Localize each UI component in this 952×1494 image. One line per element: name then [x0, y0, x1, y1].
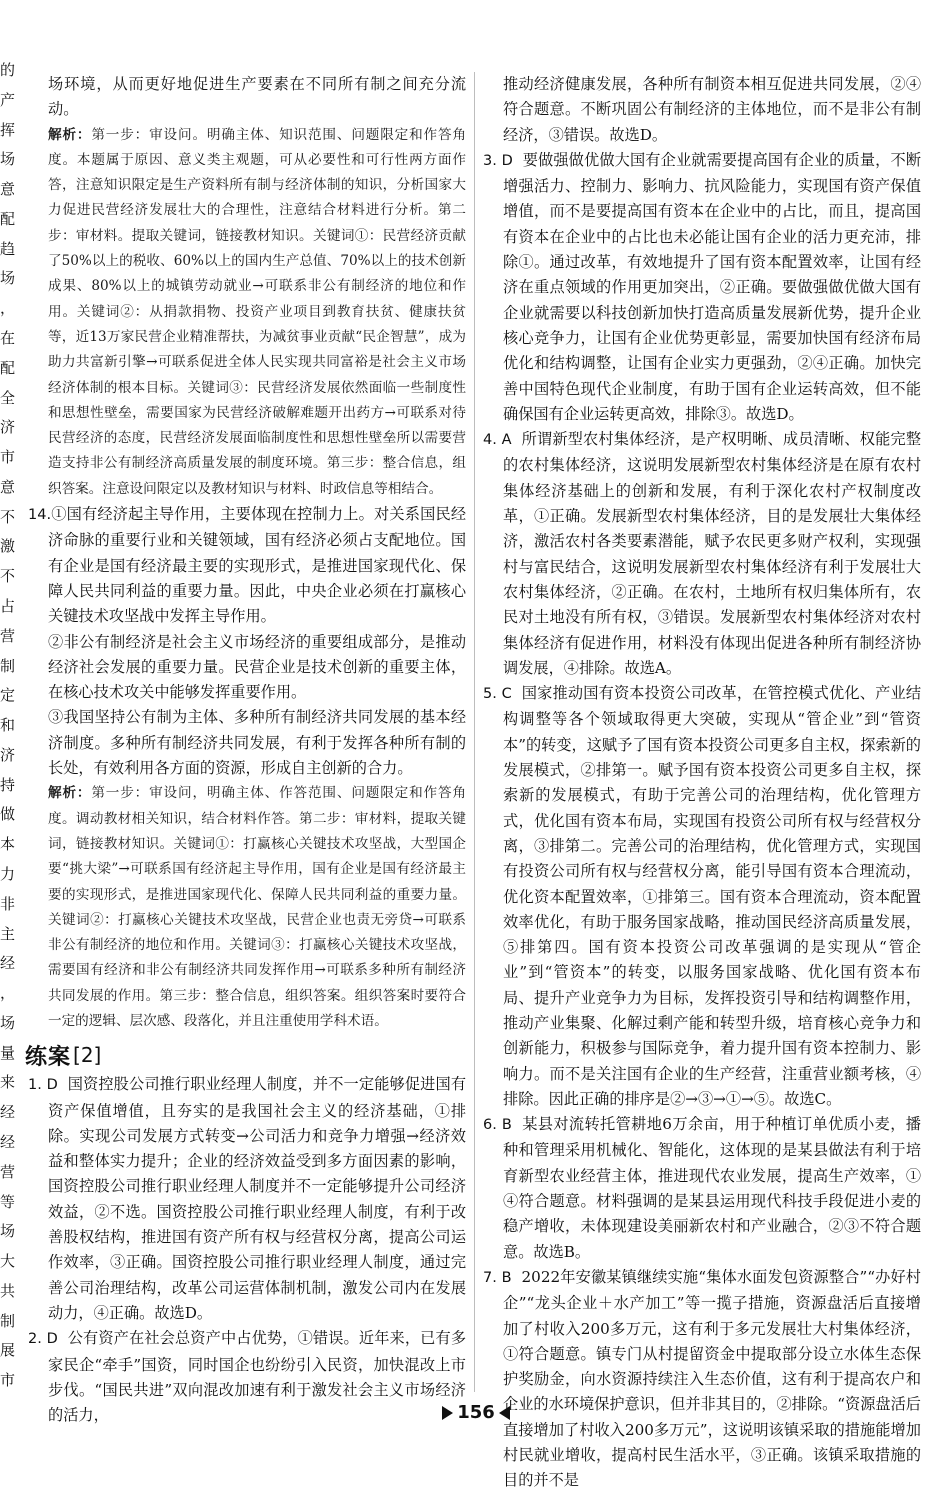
- margin-char: 的: [0, 61, 16, 79]
- answer-text: ①国有经济起主导作用，主要体现在控制力上。对关系国民经济命脉的重要行业和关键领域，国有经济必须占支配地位。国有企业是国有经济最主要的实现形式，是推进国家现代化、保障人民共同利益的重要力量。因此，中央企业必须在打赢核心关键技术攻坚战中发挥主导作用。: [48, 505, 466, 626]
- page-number: [0, 1402, 952, 1423]
- margin-char: 济: [0, 746, 16, 764]
- left-margin-fragment: [0, 60, 22, 1420]
- margin-char: 济: [0, 418, 16, 436]
- answer-14-point-2: ②非公有制经济是社会主义市场经济的重要组成部分，是推动经济社会发展的重要力量。民营企业是技术创新的重要主体，在核心技术攻关中能够发挥重要作用。: [48, 632, 466, 702]
- answer-5: [483, 681, 921, 1112]
- answer-text: 要做强做优做大国有企业就需要提高国有企业的质量，不断增强活力、控制力、影响力、抗风险能力，实现国有资产保值增值，而不是要提高国有资本在企业中的占比，而且，提高国有资本在企业中的占比也未必能让国有企业的活力更充沛，排除①。通过改革，有效地提升了国有资本配置效率，让国有经济在重点领域的作用更加突出，②正确。要做强做优做大国有企业就需要以科技创新加快打造高质量发展新优势，提升企业核心竞争力，让国有企业优势更彰显，需要加快国有经济布局优化和结构调整，让国有企业实力更强劲，②④正确。加快完善中国特色现代企业制度，有助于国有企业运转高效，但不能确保国有企业运转更高效，排除③。故选D。: [503, 150, 922, 423]
- margin-char: 场: [0, 1222, 16, 1240]
- margin-char: 主: [0, 925, 16, 943]
- margin-char: ，: [0, 299, 16, 317]
- right-column: [483, 72, 921, 1494]
- margin-char: 本: [0, 835, 16, 853]
- margin-char: 场: [0, 269, 16, 287]
- analysis-label: 解析：: [48, 126, 92, 143]
- analysis-label: 解析：: [48, 785, 92, 802]
- margin-char: 共: [0, 1282, 16, 1300]
- margin-char: 在: [0, 329, 16, 347]
- answer-text: 国资控股公司推行职业经理人制度，并不一定能够促进国有资产保值增值，且夯实的是我国社会主义的经济基础，①排除。实现公司发展方式转变→公司活力和竞争力增强→经济效益和整体实力提升；企业的经济效益受到多方面因素的影响，国资控股公司推行职业经理人制度并不一定能够提升公司经济效益，②不选。国资控股公司推行职业经理人制度，有利于改善股权结构，推进国有资产所有权与经营权分离，提高公司运作效率，③正确。国资控股公司推行职业经理人制度，通过完善公司治理结构，改革公司运营体制机制，激发公司内在发展动力，④正确。故选D。: [48, 1075, 467, 1322]
- margin-char: 来: [0, 1073, 16, 1091]
- continued-paragraph: 场环境，从而更好地促进生产要素在不同所有制之间充分流动。: [48, 75, 466, 119]
- answer-text: 所谓新型农村集体经济，是产权明晰、成员清晰、权能完整的农村集体经济，这说明发展新型农村集体经济是在原有农村集体经济基础上的创新和发展，有利于深化农村产权制度改革，①正确。发展新型农村集体经济，目的是发展壮大集体经济，激活农村各类要素潜能，赋予农民更多财产权利，实现强村与富民结合，这说明发展新型农村集体经济有利于发展壮大农村集体经济，②正确。在农村，土地所有权归集体所有，农民对土地没有所有权，③错误。发展新型农村集体经济对农村集体经济有促进作用，材料没有体现出促进各种所有制经济协调发展，④排除。故选A。: [503, 430, 922, 677]
- margin-char: 不: [0, 508, 16, 526]
- question-number: 6. B: [483, 1117, 512, 1134]
- answer-text: 某县对流转托管耕地6万余亩，用于种植订单优质小麦，播种和管理采用机械化、智能化，这体现的是某县做法有利于培育新型农业经营主体，推进现代农业发展，提高生产效率，①④符合题意。材料强调的是某县运用现代科技手段促进小麦的稳产增收，未体现建设美丽新农村和产业融合，②③不符合题意。故选B。: [503, 1115, 921, 1261]
- question-number: 5. C: [483, 686, 512, 703]
- margin-char: 趋: [0, 240, 16, 258]
- answer-14: [28, 502, 466, 629]
- answer-14-point-3: ③我国坚持公有制为主体、多种所有制经济共同发展的基本经济制度。多种所有制经济共同发展，有利于发挥各种所有制的长处，有效利用各方面的资源，形成自主创新的合力。: [48, 708, 466, 778]
- margin-char: 非: [0, 895, 16, 913]
- margin-char: 和: [0, 716, 16, 734]
- question-number: 7. B: [483, 1269, 512, 1286]
- margin-char: 场: [0, 150, 16, 168]
- margin-char: 制: [0, 657, 16, 675]
- margin-char: 力: [0, 865, 16, 883]
- margin-char: 场: [0, 1014, 16, 1032]
- margin-char: 配: [0, 359, 16, 377]
- answer-1: [28, 1072, 466, 1326]
- arrow-right-icon: [442, 1406, 453, 1420]
- question-number: 2. D: [28, 1331, 58, 1348]
- margin-char: ，: [0, 984, 16, 1002]
- margin-char: 展: [0, 1341, 16, 1359]
- margin-char: 定: [0, 686, 16, 704]
- margin-char: 占: [0, 597, 16, 615]
- answer-4: [483, 427, 921, 681]
- answer-text: 2022年安徽某镇继续实施“集体水面发包资源整合”“办好村企”“龙头企业＋水产加工”等一揽子措施，资源盘活后直接增加了村收入200多万元，这有利于多元发展壮大村集体经济，①符合题意。镇专门从村提留资金中提取部分设立水体生态保护奖励金，向水资源持续注入生态价值，这有利于提高农户和企业的水环境保护意识，但并非其目的，②排除。“资源盘活后直接增加了村收入200多万元”，这说明该镇采取的措施能增加村民就业增收，提高村民生活水平，③正确。该镇采取措施的目的并不是: [503, 1267, 921, 1490]
- margin-char: 激: [0, 537, 16, 555]
- answer-3: [483, 148, 921, 427]
- margin-char: 市: [0, 1371, 16, 1389]
- margin-char: 制: [0, 1312, 16, 1330]
- question-number: 3. D: [483, 152, 513, 169]
- question-number: 4. A: [483, 432, 512, 449]
- margin-char: 意: [0, 180, 16, 198]
- column-divider: [474, 72, 475, 1392]
- margin-char: 大: [0, 1252, 16, 1270]
- continued-paragraph: 推动经济健康发展，各种所有制资本相互促进共同发展，②④符合题意。不断巩固公有制经济的主体地位，而不是非公有制经济，③错误。故选D。: [503, 75, 921, 144]
- margin-char: 配: [0, 210, 16, 228]
- margin-char: 产: [0, 91, 16, 109]
- analysis-block: [28, 781, 466, 1034]
- section-title: 练案: [25, 1044, 72, 1070]
- analysis-text: 第一步：审设问，明确主体、作答范围、问题限定和作答角度。调动教材相关知识，结合材料作答。第二步：审材料，提取关键词，链接教材知识。关键词①：打赢核心关键技术攻坚战，大型国企要“挑大梁”→可联系国有经济起主导作用，国有企业是国有经济最主要的实现形式，是推进国家现代化、保障人民共同利益的重要力量。关键词②：打赢核心关键技术攻坚战，民营企业也责无旁贷→可联系非公有制经济的地位和作用。关键词③：打赢核心关键技术攻坚战，需要国有经济和非公有制经济共同发挥作用→可联系多种所有制经济共同发展的作用。第三步：整合信息，组织答案。组织答案时要符合一定的逻辑、层次感、段落化，并且注重使用学科术语。: [48, 785, 467, 1029]
- margin-char: 经: [0, 954, 16, 972]
- margin-char: 经: [0, 1103, 16, 1121]
- margin-char: 市: [0, 448, 16, 466]
- margin-char: 全: [0, 389, 16, 407]
- margin-char: 意: [0, 478, 16, 496]
- question-number: 14.: [28, 507, 52, 524]
- section-number: [2]: [73, 1043, 102, 1068]
- margin-char: 挥: [0, 121, 16, 139]
- left-column: [25, 72, 467, 1428]
- margin-char: 经: [0, 1133, 16, 1151]
- margin-char: 等: [0, 1193, 16, 1211]
- margin-char: 营: [0, 1163, 16, 1181]
- answer-text: 国家推动国有资本投资公司改革，在管控模式优化、产业结构调整等各个领域取得更大突破，实现从“管企业”到“管资本”的转变，这赋予了国有资本投资公司更多自主权，探索新的发展模式，②排第一。赋予国有资本投资公司更多自主权，探索新的发展模式，有助于完善公司的治理结构，优化管理方式，优化国有资本布局，实现国有投资公司所有权与经营权分离，③排第二。完善公司的治理结构，优化管理方式，实现国有投资公司所有权与经营权分离，能引导国有资本合理流动，优化资本配置效率，①排第三。国有资本合理流动，资本配置效率优化，有助于服务国家战略，推动国民经济高质量发展，⑤排第四。国有资本投资公司改革强调的是实现从“管企业”到“管资本”的转变，以服务国家战略、优化国有资本布局、提升产业竞争力为目标，发挥投资引导和结构调整作用，推动产业集聚、化解过剩产能和转型升级，培育核心竞争力和创新能力，积极参与国际竞争，着力提升国有资本控制力、影响力。而不是关注国有企业的生产经营，注重营业额考核，④排除。因此正确的排序是②→③→①→⑤。故选C。: [503, 684, 922, 1108]
- section-heading: [25, 1040, 466, 1070]
- analysis-text: 第一步：审设问。明确主体、知识范围、问题限定和作答角度。本题属于原因、意义类主观题，可从必要性和可行性两方面作答，注意知识限定是生产资料所有制与经济体制的知识，分析国家大力促进民营经济发展壮大的合理性，注意结合材料进行分析。第二步：审材料。提取关键词，链接教材知识。关键词①：民营经济贡献了50%以上的税收、60%以上的国内生产总值、70%以上的技术创新成果、80%以上的城镇劳动就业→可联系非公有制经济的地位和作用。关键词②：从捐款捐物、投资产业项目到教育扶贫、健康扶贫等，近13万家民营企业精准帮扶，为减贫事业贡献“民企智慧”，成为助力共富新引擎→可联系促进全体人民实现共同富裕是社会主义市场经济体制的根本目标。关键词③：民营经济发展依然面临一些制度性和思想性壁垒，需要国家为民营经济破解难题开出药方→可联系对待民营经济的态度，民营经济发展面临制度性和思想性壁垒所以需要营造支持非公有制经济高质量发展的制度环境。第三步：整合信息，组织答案。注意设问限定以及教材知识与材料、时政信息等相结合。: [48, 126, 467, 497]
- page-number-text: 156: [457, 1402, 495, 1423]
- answer-6: [483, 1112, 921, 1265]
- answer-7: [483, 1265, 921, 1494]
- answer-text: 公有资产在社会总资产中占优势，①错误。近年来，已有多家民企“牵手”国资，同时国企也纷纷引入民资，加快混改上市步伐。“国民共进”双向混改加速有利于激发社会主义市场经济的活力，: [48, 1329, 467, 1425]
- analysis-block: [28, 123, 466, 502]
- question-number: 1. D: [28, 1077, 58, 1094]
- margin-char: 不: [0, 567, 16, 585]
- margin-char: 做: [0, 805, 16, 823]
- margin-char: 营: [0, 627, 16, 645]
- margin-char: 量: [0, 1044, 16, 1062]
- arrow-left-icon: [499, 1406, 510, 1420]
- margin-char: 持: [0, 776, 16, 794]
